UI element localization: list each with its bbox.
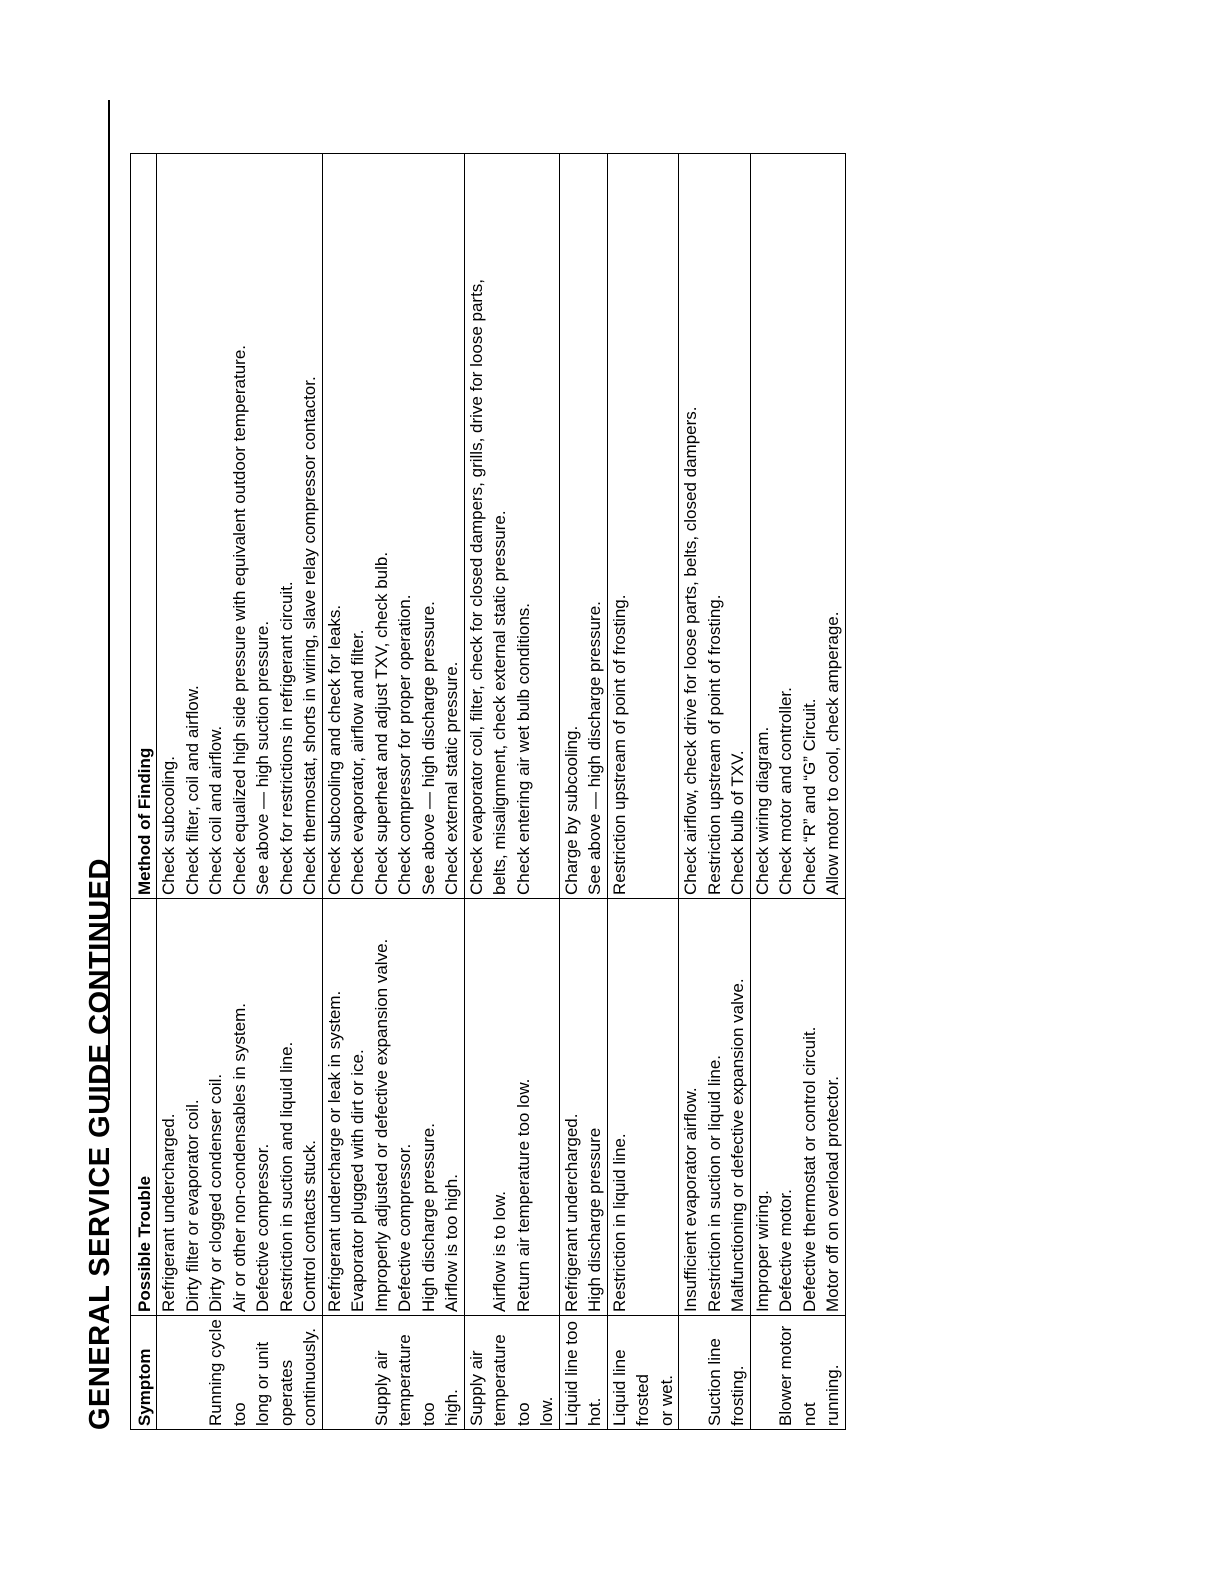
method-item: Allow motor to cool, check amperage. <box>823 611 842 895</box>
method-item: Check filter, coil and airflow. <box>182 685 202 895</box>
method-item: Check evaporator coil, filter, check for closed dampers, grills, drive for loose parts, <box>466 278 486 895</box>
table-row <box>464 154 559 1430</box>
symptom-cell <box>607 1316 679 1430</box>
symptom-text: long or unit <box>253 1341 272 1426</box>
table-row <box>607 154 679 1430</box>
trouble-item: Control contacts stuck. <box>300 1140 319 1312</box>
method-item: Check for restrictions in refrigerant circuit. <box>276 581 296 895</box>
trouble-item: High discharge pressure. <box>418 1123 438 1312</box>
symptom-text: Blower motor not <box>776 1325 819 1426</box>
method-item: Check superheat and adjust TXV, check bulb. <box>371 551 391 895</box>
possible-trouble-cell <box>679 899 751 1316</box>
symptom-text: Running cycle too <box>206 1319 249 1426</box>
symptom-text: continuously. <box>300 1328 319 1426</box>
trouble-item: Airflow is to low. <box>490 1191 509 1312</box>
method-item: Check airflow, check drive for loose parts, belts, closed dampers. <box>681 406 700 895</box>
possible-trouble-cell <box>750 899 845 1316</box>
method-item: Check evaporator, airflow and filter. <box>348 629 367 895</box>
symptom-text: high. <box>442 1389 461 1426</box>
symptom-cell <box>464 1316 559 1430</box>
service-guide-table <box>130 153 846 1430</box>
symptom-text: Supply air <box>371 1350 391 1426</box>
method-item: Restriction upstream of point of frosting. <box>609 594 629 895</box>
trouble-item: Defective motor. <box>776 1189 795 1312</box>
method-item: Check equalized high side pressure with equivalent outdoor temperature. <box>229 345 249 895</box>
method-item: Check entering air wet bulb conditions. <box>513 603 533 895</box>
symptom-text: running. <box>823 1364 842 1426</box>
trouble-item: Air or other non-condensables in system. <box>229 1003 249 1312</box>
symptom-cell <box>750 1316 845 1430</box>
trouble-item: Evaporator plugged with dirt or ice. <box>348 1049 367 1312</box>
method-item: Check subcooling. <box>159 756 178 895</box>
trouble-item: Return air temperature too low. <box>513 1078 533 1312</box>
symptom-text: Liquid line too hot. <box>561 1321 604 1426</box>
trouble-item: Dirty or clogged condenser coil. <box>206 1073 225 1312</box>
symptom-cell <box>322 1316 464 1430</box>
symptom-cell <box>559 1316 607 1430</box>
method-item: Check wiring diagram. <box>752 726 772 895</box>
trouble-item: Airflow is too high. <box>442 1174 461 1312</box>
method-of-finding-cell <box>157 154 323 899</box>
method-of-finding-cell <box>322 154 464 899</box>
trouble-item: Motor off on overload protector. <box>823 1076 842 1312</box>
trouble-item: Improperly adjusted or defective expansion valve. <box>371 938 391 1312</box>
possible-trouble-cell <box>464 899 559 1316</box>
header-row <box>131 154 157 1430</box>
symptom-text: or wet. <box>656 1374 676 1426</box>
method-of-finding-cell <box>679 154 751 899</box>
table-row <box>322 154 464 1430</box>
method-item: Check motor and controller. <box>776 687 795 895</box>
symptom-text: Liquid line frosted <box>609 1349 652 1426</box>
table-row <box>559 154 607 1430</box>
table-row <box>679 154 751 1430</box>
method-item: Check external static pressure. <box>442 661 461 895</box>
possible-trouble-cell <box>559 899 607 1316</box>
header-possible-trouble: Possible Trouble <box>131 899 157 1316</box>
method-of-finding-cell <box>607 154 679 899</box>
trouble-item: Restriction in suction and liquid line. <box>276 1041 296 1312</box>
trouble-item: High discharge pressure <box>585 1127 604 1312</box>
symptom-cell <box>157 1316 323 1430</box>
trouble-item: Insufficient evaporator airflow. <box>681 1087 700 1312</box>
method-item: Charge by subcooling. <box>561 725 581 895</box>
method-item: Check subcooling and check for leaks. <box>324 604 344 895</box>
header-method-of-finding: Method of Finding <box>131 154 157 899</box>
method-item: Check coil and airflow. <box>206 725 225 895</box>
method-item: Check “R” and “G” Circuit. <box>799 698 819 895</box>
possible-trouble-cell <box>157 899 323 1316</box>
trouble-item: Refrigerant undercharge or leak in system. <box>324 990 344 1312</box>
method-item: Restriction upstream of point of frosting. <box>704 594 724 895</box>
symptom-text: frosting. <box>728 1365 747 1426</box>
trouble-item: Dirty filter or evaporator coil. <box>182 1099 202 1312</box>
symptom-text: operates <box>276 1359 296 1426</box>
symptom-text: temperature too <box>395 1334 438 1426</box>
method-of-finding-cell <box>464 154 559 899</box>
title-rule <box>108 100 110 1100</box>
method-item: belts, misalignment, check external static pressure. <box>490 510 509 895</box>
method-of-finding-cell <box>559 154 607 899</box>
trouble-item <box>465 899 489 1315</box>
table-row <box>750 154 845 1430</box>
trouble-item: Defective compressor. <box>395 1143 414 1312</box>
symptom-text: temperature too <box>490 1334 533 1426</box>
trouble-item: Malfunctioning or defective expansion valve. <box>728 978 747 1312</box>
method-item: See above — high discharge pressure. <box>585 601 604 895</box>
trouble-item: Restriction in liquid line. <box>609 1133 629 1312</box>
possible-trouble-cell <box>322 899 464 1316</box>
method-item: Check compressor for proper operation. <box>395 594 414 895</box>
table-row <box>157 154 323 1430</box>
possible-trouble-cell <box>607 899 679 1316</box>
trouble-item: Restriction in suction or liquid line. <box>704 1054 724 1312</box>
header-symptom: Symptom <box>131 1316 157 1430</box>
trouble-item: Refrigerant undercharged. <box>561 1113 581 1312</box>
page-title: GENERAL SERVICE GUIDE CONTINUED <box>84 858 116 1430</box>
trouble-item: Defective compressor. <box>253 1143 272 1312</box>
trouble-item: Refrigerant undercharged. <box>159 1113 178 1312</box>
symptom-text: Supply air <box>466 1350 486 1426</box>
method-of-finding-cell <box>750 154 845 899</box>
method-item: See above — high discharge pressure. <box>418 601 438 895</box>
method-item: See above — high suction pressure. <box>253 620 272 895</box>
symptom-cell <box>679 1316 751 1430</box>
method-item: Check thermostat, shorts in wiring, slave relay compressor contactor. <box>300 376 319 895</box>
trouble-item: Improper wiring. <box>752 1190 772 1312</box>
method-item: Check bulb of TXV. <box>728 750 747 895</box>
symptom-text: Suction line <box>704 1338 724 1426</box>
symptom-text: low. <box>537 1396 556 1426</box>
trouble-item: Defective thermostat or control circuit. <box>799 1026 819 1312</box>
